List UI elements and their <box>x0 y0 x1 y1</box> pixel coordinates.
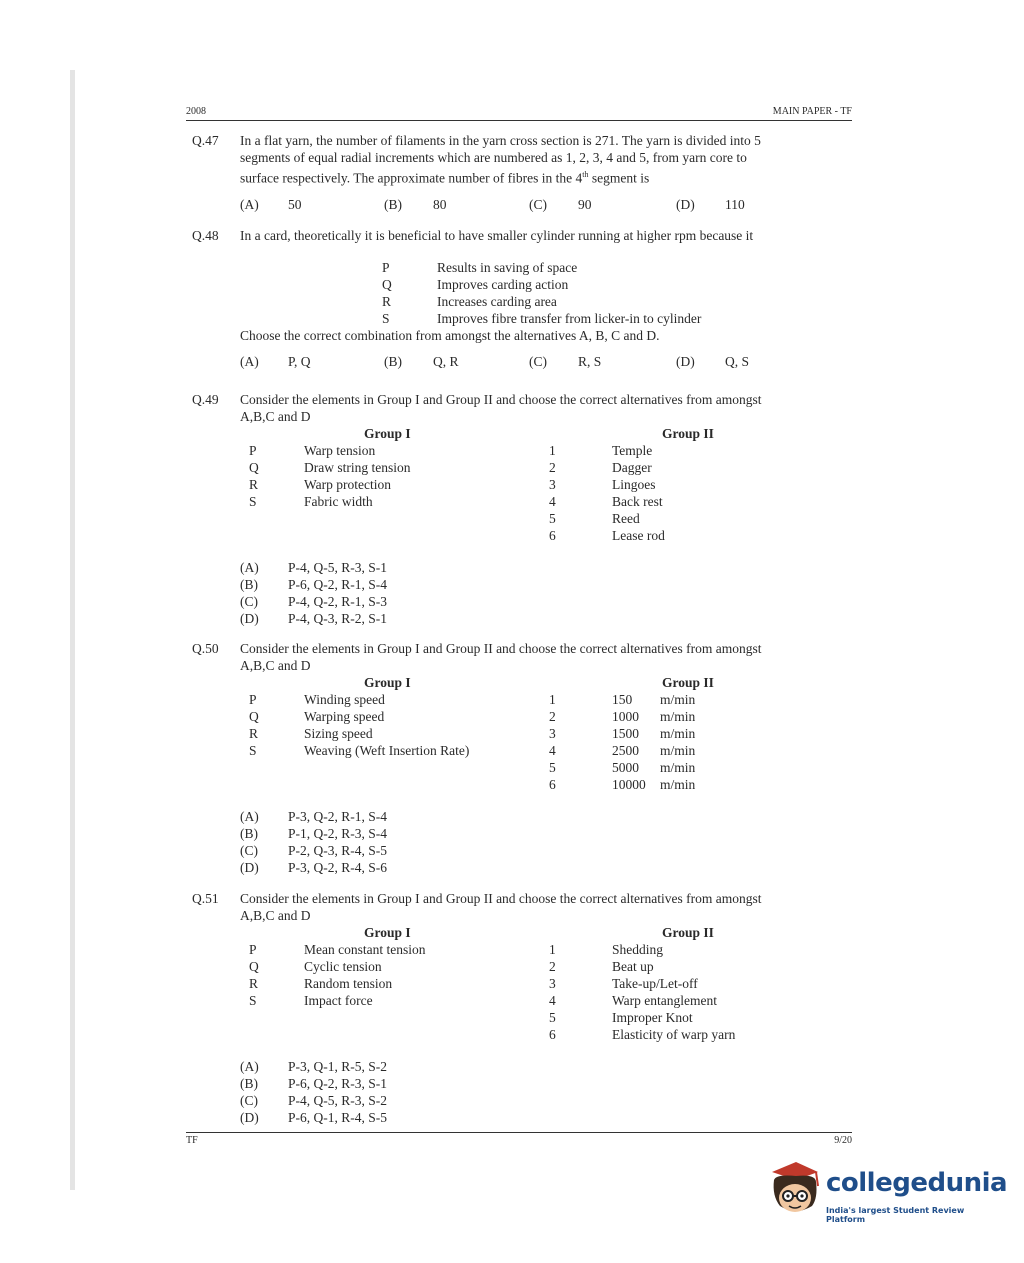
option-value: Q, R <box>433 354 459 369</box>
answer-options <box>240 196 832 214</box>
statement-item <box>240 310 832 327</box>
alternative-value: P-3, Q-2, R-1, S-4 <box>288 809 388 824</box>
statement-key: S <box>382 311 390 326</box>
group-2-key: 2 <box>549 460 556 475</box>
alternative <box>240 808 832 825</box>
question-text-line: A,B,C and D <box>240 658 311 673</box>
group-1-key: P <box>249 942 257 957</box>
group-2-key: 5 <box>549 1010 556 1025</box>
match-row <box>240 759 832 776</box>
question-51 <box>192 890 832 1126</box>
alternative <box>240 1058 832 1075</box>
group-2-item: Elasticity of warp yarn <box>612 1027 736 1042</box>
brand-tagline: India's largest Student Review Platform <box>826 1206 965 1224</box>
group-2-unit: m/min <box>660 777 696 792</box>
match-row <box>240 527 832 544</box>
group-2-heading: Group II <box>662 925 714 940</box>
match-table <box>240 674 832 793</box>
alternative-key: (B) <box>240 1076 258 1091</box>
alternative-key: (D) <box>240 1110 259 1125</box>
group-1-key: R <box>249 477 259 492</box>
alternative-value: P-4, Q-5, R-3, S-2 <box>288 1093 388 1108</box>
group-1-key: R <box>249 726 259 741</box>
question-text-line: A,B,C and D <box>240 908 311 923</box>
alternative-value: P-3, Q-2, R-4, S-6 <box>288 860 388 875</box>
option-value: 110 <box>725 196 745 212</box>
group-2-item: Take-up/Let-off <box>612 976 698 991</box>
group-2-value: 1500 <box>612 726 639 741</box>
alternative-value: P-4, Q-3, R-2, S-1 <box>288 611 388 626</box>
question-48 <box>192 227 832 371</box>
alternative-value: P-2, Q-3, R-4, S-5 <box>288 843 388 858</box>
match-row <box>240 742 832 759</box>
alternative-key: (D) <box>240 611 259 626</box>
statement-item <box>240 276 832 293</box>
match-row <box>240 776 832 793</box>
alternative <box>240 842 832 859</box>
group-2-unit: m/min <box>660 726 696 741</box>
alternative-key: (A) <box>240 809 259 824</box>
alternative-key: (C) <box>240 594 258 609</box>
question-47 <box>192 132 832 214</box>
group-1-item: Warping speed <box>304 709 385 724</box>
statement-text: Results in saving of space <box>437 260 578 275</box>
group-2-unit: m/min <box>660 760 696 775</box>
group-1-item: Fabric width <box>304 494 373 509</box>
option-key: (B) <box>384 196 402 212</box>
option-key: (D) <box>676 354 695 369</box>
match-row <box>240 459 832 476</box>
group-2-value: 5000 <box>612 760 639 775</box>
question-number: Q.51 <box>192 891 219 906</box>
instruction-text: Choose the correct combination from amongst the alternatives A, B, C and D. <box>240 328 660 343</box>
group-2-item: Temple <box>612 443 653 458</box>
alternative-value: P-4, Q-5, R-3, S-1 <box>288 560 388 575</box>
match-row <box>240 493 832 510</box>
option-value: 50 <box>288 196 302 212</box>
option-key: (C) <box>529 354 547 369</box>
group-1-item: Weaving (Weft Insertion Rate) <box>304 743 470 758</box>
alternative <box>240 576 832 593</box>
group-1-heading: Group I <box>364 675 411 690</box>
alternative <box>240 825 832 842</box>
group-1-heading: Group I <box>364 426 411 441</box>
alternative <box>240 1092 832 1109</box>
question-49 <box>192 391 832 627</box>
alternative-key: (C) <box>240 1093 258 1108</box>
group-1-key: R <box>249 976 259 991</box>
alternative-value: P-6, Q-1, R-4, S-5 <box>288 1110 388 1125</box>
statement-item <box>240 293 832 310</box>
header-rule <box>186 120 852 121</box>
group-1-item: Random tension <box>304 976 393 991</box>
alternative-key: (C) <box>240 843 258 858</box>
mascot-icon <box>766 1158 824 1228</box>
group-2-value: 10000 <box>612 777 646 792</box>
group-2-item: Back rest <box>612 494 663 509</box>
alternative-value: P-1, Q-2, R-3, S-4 <box>288 826 388 841</box>
question-text-line: Consider the elements in Group I and Group II and choose the correct alternatives from amongst <box>240 392 762 407</box>
question-text-line: A,B,C and D <box>240 409 311 424</box>
question-50 <box>192 640 832 876</box>
option-key: (C) <box>529 196 547 212</box>
alternative-key: (B) <box>240 577 258 592</box>
group-2-item: Beat up <box>612 959 654 974</box>
group-2-heading: Group II <box>662 675 714 690</box>
group-1-key: S <box>249 743 257 758</box>
statement-text: Improves fibre transfer from licker-in to cylinder <box>437 311 702 326</box>
statement-key: R <box>382 294 392 309</box>
alternative-key: (A) <box>240 560 259 575</box>
match-row <box>240 1009 832 1026</box>
group-1-key: S <box>249 494 257 509</box>
alternative <box>240 1075 832 1092</box>
group-2-key: 4 <box>549 494 556 509</box>
option-key: (A) <box>240 354 259 369</box>
question-text-line: Consider the elements in Group I and Group II and choose the correct alternatives from amongst <box>240 641 762 656</box>
group-2-item: Lease rod <box>612 528 665 543</box>
alternative-key: (D) <box>240 860 259 875</box>
group-1-key: Q <box>249 709 259 724</box>
group-2-key: 6 <box>549 777 556 792</box>
group-headings <box>240 425 832 442</box>
group-1-key: P <box>249 443 257 458</box>
group-1-item: Warp tension <box>304 443 376 458</box>
page-number: 9/20 <box>834 1135 852 1146</box>
group-2-value: 2500 <box>612 743 639 758</box>
superscript: th <box>582 170 589 179</box>
collegedunia-logo <box>766 1158 1008 1228</box>
group-2-heading: Group II <box>662 426 714 441</box>
group-1-item: Winding speed <box>304 692 385 707</box>
group-1-item: Cyclic tension <box>304 959 382 974</box>
alternative <box>240 593 832 610</box>
question-text-line: In a card, theoretically it is beneficial to have smaller cylinder running at higher rpm because it <box>240 228 754 243</box>
match-row <box>240 708 832 725</box>
group-2-item: Reed <box>612 511 640 526</box>
group-2-key: 5 <box>549 511 556 526</box>
group-2-item: Lingoes <box>612 477 656 492</box>
alternative-value: P-6, Q-2, R-3, S-1 <box>288 1076 388 1091</box>
question-number: Q.50 <box>192 641 219 656</box>
match-row <box>240 476 832 493</box>
statement-text: Improves carding action <box>437 277 569 292</box>
group-2-item: Warp entanglement <box>612 993 717 1008</box>
group-1-heading: Group I <box>364 925 411 940</box>
option-value: 80 <box>433 196 447 212</box>
question-text-line: In a flat yarn, the number of filaments in the yarn cross section is 271. The yarn is divided into 5 <box>240 133 761 148</box>
group-2-key: 1 <box>549 443 556 458</box>
group-2-key: 1 <box>549 692 556 707</box>
option-key: (B) <box>384 354 402 369</box>
group-2-item: Improper Knot <box>612 1010 693 1025</box>
group-1-key: P <box>249 692 257 707</box>
question-number: Q.48 <box>192 228 219 243</box>
match-row <box>240 992 832 1009</box>
match-row <box>240 442 832 459</box>
alternatives <box>240 1058 832 1126</box>
alternative-value: P-3, Q-1, R-5, S-2 <box>288 1059 388 1074</box>
footer-rule <box>186 1132 852 1133</box>
alternatives <box>240 559 832 627</box>
group-2-key: 6 <box>549 1027 556 1042</box>
alternative-value: P-6, Q-2, R-1, S-4 <box>288 577 388 592</box>
alternative <box>240 610 832 627</box>
statement-key: P <box>382 260 390 275</box>
group-headings <box>240 924 832 941</box>
option-key: (A) <box>240 196 259 212</box>
group-2-key: 3 <box>549 477 556 492</box>
question-number: Q.47 <box>192 133 219 148</box>
page-header <box>186 106 852 120</box>
option-key: (D) <box>676 196 695 212</box>
group-2-key: 3 <box>549 726 556 741</box>
group-2-unit: m/min <box>660 692 696 707</box>
group-2-key: 2 <box>549 709 556 724</box>
group-2-value: 1000 <box>612 709 639 724</box>
match-row <box>240 975 832 992</box>
subject-code: TF <box>186 1135 198 1146</box>
match-row <box>240 1026 832 1043</box>
option-value: 90 <box>578 196 592 212</box>
statement-list <box>240 259 832 327</box>
group-2-value: 150 <box>612 692 633 707</box>
answer-options <box>240 353 832 371</box>
group-1-item: Mean constant tension <box>304 942 426 957</box>
group-1-key: Q <box>249 460 259 475</box>
match-row <box>240 691 832 708</box>
statement-item <box>240 259 832 276</box>
group-2-item: Dagger <box>612 460 652 475</box>
question-text-line <box>240 166 832 187</box>
question-text-line: Consider the elements in Group I and Group II and choose the correct alternatives from amongst <box>240 891 762 906</box>
alternative-value: P-4, Q-2, R-1, S-3 <box>288 594 388 609</box>
scan-edge <box>70 70 75 1190</box>
paper-code: MAIN PAPER - TF <box>772 106 852 117</box>
text-span: surface respectively. The approximate number of fibres in the 4 <box>240 170 583 186</box>
group-2-key: 4 <box>549 743 556 758</box>
option-value: R, S <box>578 354 602 369</box>
match-row <box>240 958 832 975</box>
statement-text: Increases carding area <box>437 294 557 309</box>
group-2-key: 2 <box>549 959 556 974</box>
group-2-key: 5 <box>549 760 556 775</box>
group-2-unit: m/min <box>660 709 696 724</box>
alternative <box>240 559 832 576</box>
match-row <box>240 941 832 958</box>
group-2-item: Shedding <box>612 942 664 957</box>
text-span: segment is <box>588 170 650 186</box>
group-1-item: Draw string tension <box>304 460 411 475</box>
question-number: Q.49 <box>192 392 219 407</box>
group-1-item: Impact force <box>304 993 373 1008</box>
statement-key: Q <box>382 277 392 292</box>
option-value: Q, S <box>725 354 750 369</box>
alternative-key: (A) <box>240 1059 259 1074</box>
alternative <box>240 859 832 876</box>
match-table <box>240 425 832 544</box>
alternative-key: (B) <box>240 826 258 841</box>
exam-year: 2008 <box>186 106 206 117</box>
group-1-key: S <box>249 993 257 1008</box>
group-1-key: Q <box>249 959 259 974</box>
group-2-key: 6 <box>549 528 556 543</box>
alternatives <box>240 808 832 876</box>
group-1-item: Sizing speed <box>304 726 373 741</box>
group-2-key: 4 <box>549 993 556 1008</box>
group-2-key: 1 <box>549 942 556 957</box>
option-value: P, Q <box>288 354 311 369</box>
question-text-line: segments of equal radial increments which are numbered as 1, 2, 3, 4 and 5, from yarn core to <box>240 150 747 165</box>
group-1-item: Warp protection <box>304 477 392 492</box>
brand-name: collegedunia <box>826 1168 1008 1198</box>
group-2-key: 3 <box>549 976 556 991</box>
group-headings <box>240 674 832 691</box>
group-2-unit: m/min <box>660 743 696 758</box>
match-row <box>240 725 832 742</box>
alternative <box>240 1109 832 1126</box>
match-row <box>240 510 832 527</box>
match-table <box>240 924 832 1043</box>
